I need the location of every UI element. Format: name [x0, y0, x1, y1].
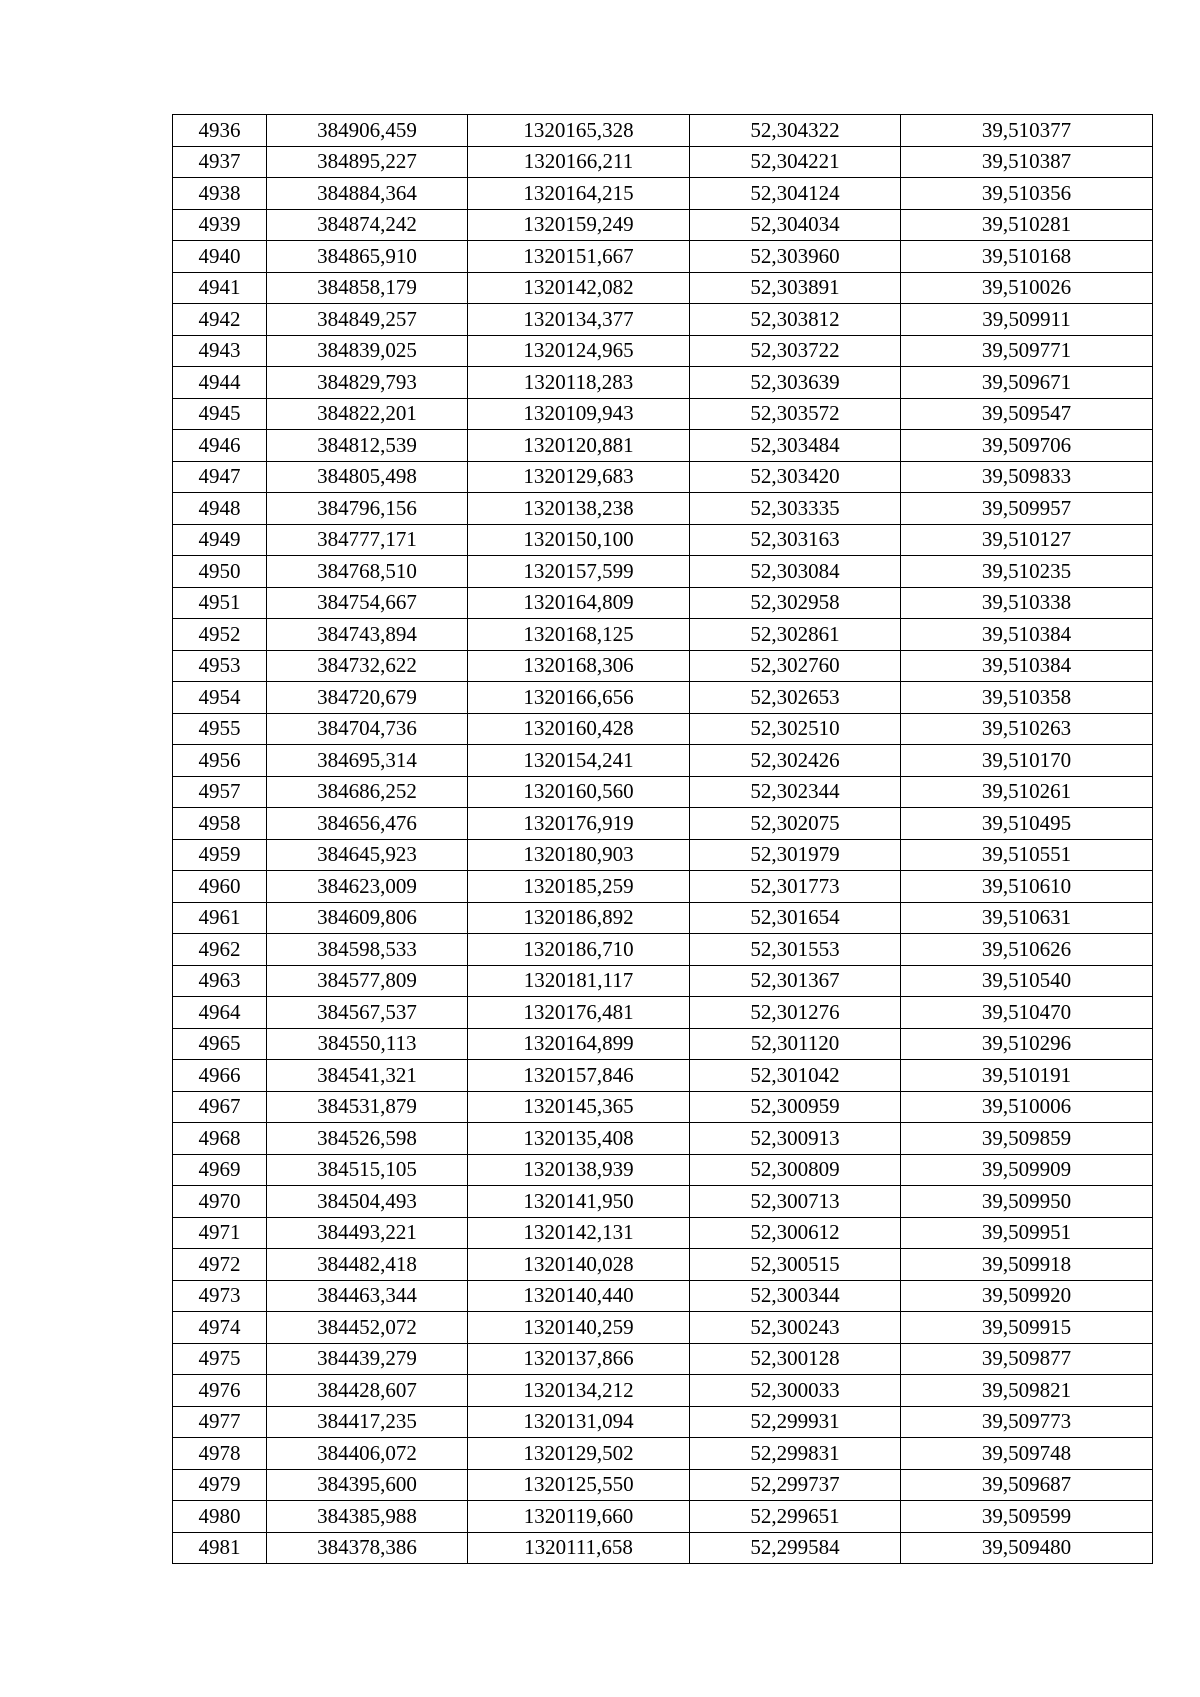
table-row [173, 1249, 1153, 1281]
table-row [173, 1217, 1153, 1249]
longitude-cell: 39,510281 [901, 209, 1153, 241]
longitude-cell: 39,510495 [901, 808, 1153, 840]
longitude-cell: 39,510006 [901, 1091, 1153, 1123]
longitude-cell: 39,509480 [901, 1532, 1153, 1564]
table-row [173, 493, 1153, 525]
longitude-cell: 39,509833 [901, 461, 1153, 493]
x-coordinate-cell: 384874,242 [267, 209, 468, 241]
point-number-cell: 4964 [173, 997, 267, 1029]
table-row [173, 1280, 1153, 1312]
x-coordinate-cell: 384822,201 [267, 398, 468, 430]
latitude-cell: 52,302958 [690, 587, 901, 619]
latitude-cell: 52,300809 [690, 1154, 901, 1186]
latitude-cell: 52,300033 [690, 1375, 901, 1407]
y-coordinate-cell: 1320134,377 [468, 304, 690, 336]
point-number-cell: 4968 [173, 1123, 267, 1155]
y-coordinate-cell: 1320124,965 [468, 335, 690, 367]
x-coordinate-cell: 384720,679 [267, 682, 468, 714]
longitude-cell: 39,509773 [901, 1406, 1153, 1438]
table-row [173, 1501, 1153, 1533]
longitude-cell: 39,510191 [901, 1060, 1153, 1092]
latitude-cell: 52,303572 [690, 398, 901, 430]
x-coordinate-cell: 384417,235 [267, 1406, 468, 1438]
table-row [173, 1028, 1153, 1060]
table-row [173, 902, 1153, 934]
longitude-cell: 39,509957 [901, 493, 1153, 525]
latitude-cell: 52,301979 [690, 839, 901, 871]
table-row [173, 1312, 1153, 1344]
y-coordinate-cell: 1320129,502 [468, 1438, 690, 1470]
longitude-cell: 39,510384 [901, 650, 1153, 682]
x-coordinate-cell: 384550,113 [267, 1028, 468, 1060]
x-coordinate-cell: 384515,105 [267, 1154, 468, 1186]
longitude-cell: 39,509911 [901, 304, 1153, 336]
y-coordinate-cell: 1320129,683 [468, 461, 690, 493]
longitude-cell: 39,510387 [901, 146, 1153, 178]
y-coordinate-cell: 1320137,866 [468, 1343, 690, 1375]
latitude-cell: 52,301276 [690, 997, 901, 1029]
x-coordinate-cell: 384623,009 [267, 871, 468, 903]
y-coordinate-cell: 1320164,809 [468, 587, 690, 619]
table-row [173, 650, 1153, 682]
point-number-cell: 4948 [173, 493, 267, 525]
longitude-cell: 39,509771 [901, 335, 1153, 367]
latitude-cell: 52,302510 [690, 713, 901, 745]
table-row [173, 1532, 1153, 1564]
x-coordinate-cell: 384695,314 [267, 745, 468, 777]
point-number-cell: 4954 [173, 682, 267, 714]
y-coordinate-cell: 1320176,481 [468, 997, 690, 1029]
longitude-cell: 39,509547 [901, 398, 1153, 430]
table-row [173, 115, 1153, 147]
table-row [173, 430, 1153, 462]
x-coordinate-cell: 384395,600 [267, 1469, 468, 1501]
point-number-cell: 4965 [173, 1028, 267, 1060]
latitude-cell: 52,302861 [690, 619, 901, 651]
y-coordinate-cell: 1320131,094 [468, 1406, 690, 1438]
table-row [173, 146, 1153, 178]
table-row [173, 1343, 1153, 1375]
y-coordinate-cell: 1320154,241 [468, 745, 690, 777]
point-number-cell: 4949 [173, 524, 267, 556]
point-number-cell: 4969 [173, 1154, 267, 1186]
point-number-cell: 4946 [173, 430, 267, 462]
longitude-cell: 39,509877 [901, 1343, 1153, 1375]
point-number-cell: 4960 [173, 871, 267, 903]
longitude-cell: 39,510551 [901, 839, 1153, 871]
table-body [173, 115, 1153, 1564]
latitude-cell: 52,300128 [690, 1343, 901, 1375]
longitude-cell: 39,509920 [901, 1280, 1153, 1312]
y-coordinate-cell: 1320109,943 [468, 398, 690, 430]
table-row [173, 1060, 1153, 1092]
table-row [173, 682, 1153, 714]
latitude-cell: 52,300959 [690, 1091, 901, 1123]
x-coordinate-cell: 384906,459 [267, 115, 468, 147]
point-number-cell: 4936 [173, 115, 267, 147]
table-row [173, 808, 1153, 840]
point-number-cell: 4981 [173, 1532, 267, 1564]
longitude-cell: 39,509915 [901, 1312, 1153, 1344]
table-row [173, 1154, 1153, 1186]
latitude-cell: 52,299651 [690, 1501, 901, 1533]
y-coordinate-cell: 1320168,125 [468, 619, 690, 651]
x-coordinate-cell: 384743,894 [267, 619, 468, 651]
longitude-cell: 39,509671 [901, 367, 1153, 399]
y-coordinate-cell: 1320138,238 [468, 493, 690, 525]
longitude-cell: 39,509821 [901, 1375, 1153, 1407]
point-number-cell: 4947 [173, 461, 267, 493]
point-number-cell: 4957 [173, 776, 267, 808]
latitude-cell: 52,302653 [690, 682, 901, 714]
longitude-cell: 39,510168 [901, 241, 1153, 273]
x-coordinate-cell: 384829,793 [267, 367, 468, 399]
x-coordinate-cell: 384656,476 [267, 808, 468, 840]
x-coordinate-cell: 384754,667 [267, 587, 468, 619]
longitude-cell: 39,510235 [901, 556, 1153, 588]
latitude-cell: 52,301367 [690, 965, 901, 997]
table-row [173, 1123, 1153, 1155]
latitude-cell: 52,300612 [690, 1217, 901, 1249]
y-coordinate-cell: 1320140,028 [468, 1249, 690, 1281]
point-number-cell: 4979 [173, 1469, 267, 1501]
y-coordinate-cell: 1320168,306 [468, 650, 690, 682]
point-number-cell: 4958 [173, 808, 267, 840]
latitude-cell: 52,303891 [690, 272, 901, 304]
latitude-cell: 52,303639 [690, 367, 901, 399]
latitude-cell: 52,301042 [690, 1060, 901, 1092]
longitude-cell: 39,510610 [901, 871, 1153, 903]
latitude-cell: 52,300913 [690, 1123, 901, 1155]
table-row [173, 1091, 1153, 1123]
x-coordinate-cell: 384777,171 [267, 524, 468, 556]
table-row [173, 997, 1153, 1029]
point-number-cell: 4974 [173, 1312, 267, 1344]
point-number-cell: 4945 [173, 398, 267, 430]
point-number-cell: 4977 [173, 1406, 267, 1438]
longitude-cell: 39,509748 [901, 1438, 1153, 1470]
latitude-cell: 52,304322 [690, 115, 901, 147]
x-coordinate-cell: 384805,498 [267, 461, 468, 493]
latitude-cell: 52,299931 [690, 1406, 901, 1438]
y-coordinate-cell: 1320166,211 [468, 146, 690, 178]
latitude-cell: 52,302344 [690, 776, 901, 808]
longitude-cell: 39,510026 [901, 272, 1153, 304]
longitude-cell: 39,510127 [901, 524, 1153, 556]
y-coordinate-cell: 1320160,428 [468, 713, 690, 745]
y-coordinate-cell: 1320142,131 [468, 1217, 690, 1249]
table-row [173, 871, 1153, 903]
table-row [173, 776, 1153, 808]
y-coordinate-cell: 1320141,950 [468, 1186, 690, 1218]
table-row [173, 965, 1153, 997]
table-row [173, 398, 1153, 430]
x-coordinate-cell: 384406,072 [267, 1438, 468, 1470]
latitude-cell: 52,303484 [690, 430, 901, 462]
longitude-cell: 39,510626 [901, 934, 1153, 966]
table-row [173, 241, 1153, 273]
x-coordinate-cell: 384504,493 [267, 1186, 468, 1218]
longitude-cell: 39,509950 [901, 1186, 1153, 1218]
x-coordinate-cell: 384577,809 [267, 965, 468, 997]
point-number-cell: 4951 [173, 587, 267, 619]
table-row [173, 335, 1153, 367]
point-number-cell: 4972 [173, 1249, 267, 1281]
table-row [173, 713, 1153, 745]
point-number-cell: 4961 [173, 902, 267, 934]
table-row [173, 934, 1153, 966]
point-number-cell: 4941 [173, 272, 267, 304]
y-coordinate-cell: 1320159,249 [468, 209, 690, 241]
point-number-cell: 4966 [173, 1060, 267, 1092]
y-coordinate-cell: 1320150,100 [468, 524, 690, 556]
latitude-cell: 52,299831 [690, 1438, 901, 1470]
point-number-cell: 4944 [173, 367, 267, 399]
latitude-cell: 52,302075 [690, 808, 901, 840]
point-number-cell: 4976 [173, 1375, 267, 1407]
y-coordinate-cell: 1320157,846 [468, 1060, 690, 1092]
coordinates-table [172, 114, 1153, 1564]
y-coordinate-cell: 1320140,440 [468, 1280, 690, 1312]
latitude-cell: 52,300713 [690, 1186, 901, 1218]
point-number-cell: 4955 [173, 713, 267, 745]
x-coordinate-cell: 384452,072 [267, 1312, 468, 1344]
latitude-cell: 52,302760 [690, 650, 901, 682]
latitude-cell: 52,299737 [690, 1469, 901, 1501]
y-coordinate-cell: 1320111,658 [468, 1532, 690, 1564]
y-coordinate-cell: 1320119,660 [468, 1501, 690, 1533]
longitude-cell: 39,510540 [901, 965, 1153, 997]
latitude-cell: 52,303335 [690, 493, 901, 525]
point-number-cell: 4950 [173, 556, 267, 588]
y-coordinate-cell: 1320186,710 [468, 934, 690, 966]
point-number-cell: 4973 [173, 1280, 267, 1312]
point-number-cell: 4978 [173, 1438, 267, 1470]
point-number-cell: 4940 [173, 241, 267, 273]
point-number-cell: 4939 [173, 209, 267, 241]
longitude-cell: 39,509859 [901, 1123, 1153, 1155]
longitude-cell: 39,510170 [901, 745, 1153, 777]
latitude-cell: 52,303960 [690, 241, 901, 273]
latitude-cell: 52,303812 [690, 304, 901, 336]
longitude-cell: 39,510631 [901, 902, 1153, 934]
latitude-cell: 52,304221 [690, 146, 901, 178]
x-coordinate-cell: 384768,510 [267, 556, 468, 588]
table-row [173, 587, 1153, 619]
latitude-cell: 52,300243 [690, 1312, 901, 1344]
longitude-cell: 39,510261 [901, 776, 1153, 808]
y-coordinate-cell: 1320138,939 [468, 1154, 690, 1186]
table-row [173, 209, 1153, 241]
x-coordinate-cell: 384493,221 [267, 1217, 468, 1249]
latitude-cell: 52,301773 [690, 871, 901, 903]
longitude-cell: 39,509909 [901, 1154, 1153, 1186]
latitude-cell: 52,303163 [690, 524, 901, 556]
longitude-cell: 39,509918 [901, 1249, 1153, 1281]
latitude-cell: 52,304034 [690, 209, 901, 241]
table-row [173, 461, 1153, 493]
table-row [173, 1186, 1153, 1218]
longitude-cell: 39,509706 [901, 430, 1153, 462]
x-coordinate-cell: 384463,344 [267, 1280, 468, 1312]
x-coordinate-cell: 384567,537 [267, 997, 468, 1029]
y-coordinate-cell: 1320142,082 [468, 272, 690, 304]
table-row [173, 524, 1153, 556]
x-coordinate-cell: 384796,156 [267, 493, 468, 525]
latitude-cell: 52,299584 [690, 1532, 901, 1564]
table-row [173, 556, 1153, 588]
y-coordinate-cell: 1320180,903 [468, 839, 690, 871]
x-coordinate-cell: 384839,025 [267, 335, 468, 367]
y-coordinate-cell: 1320186,892 [468, 902, 690, 934]
longitude-cell: 39,510356 [901, 178, 1153, 210]
longitude-cell: 39,510377 [901, 115, 1153, 147]
x-coordinate-cell: 384865,910 [267, 241, 468, 273]
point-number-cell: 4971 [173, 1217, 267, 1249]
point-number-cell: 4943 [173, 335, 267, 367]
y-coordinate-cell: 1320176,919 [468, 808, 690, 840]
y-coordinate-cell: 1320120,881 [468, 430, 690, 462]
latitude-cell: 52,302426 [690, 745, 901, 777]
y-coordinate-cell: 1320125,550 [468, 1469, 690, 1501]
y-coordinate-cell: 1320135,408 [468, 1123, 690, 1155]
x-coordinate-cell: 384645,923 [267, 839, 468, 871]
point-number-cell: 4953 [173, 650, 267, 682]
table-row [173, 619, 1153, 651]
table-row [173, 839, 1153, 871]
point-number-cell: 4938 [173, 178, 267, 210]
longitude-cell: 39,510263 [901, 713, 1153, 745]
point-number-cell: 4970 [173, 1186, 267, 1218]
longitude-cell: 39,509951 [901, 1217, 1153, 1249]
point-number-cell: 4959 [173, 839, 267, 871]
latitude-cell: 52,301553 [690, 934, 901, 966]
x-coordinate-cell: 384526,598 [267, 1123, 468, 1155]
x-coordinate-cell: 384884,364 [267, 178, 468, 210]
point-number-cell: 4956 [173, 745, 267, 777]
longitude-cell: 39,510384 [901, 619, 1153, 651]
latitude-cell: 52,300515 [690, 1249, 901, 1281]
y-coordinate-cell: 1320181,117 [468, 965, 690, 997]
latitude-cell: 52,303420 [690, 461, 901, 493]
table-row [173, 178, 1153, 210]
latitude-cell: 52,300344 [690, 1280, 901, 1312]
longitude-cell: 39,510296 [901, 1028, 1153, 1060]
longitude-cell: 39,510470 [901, 997, 1153, 1029]
point-number-cell: 4937 [173, 146, 267, 178]
latitude-cell: 52,301120 [690, 1028, 901, 1060]
x-coordinate-cell: 384812,539 [267, 430, 468, 462]
longitude-cell: 39,509599 [901, 1501, 1153, 1533]
x-coordinate-cell: 384609,806 [267, 902, 468, 934]
x-coordinate-cell: 384686,252 [267, 776, 468, 808]
point-number-cell: 4942 [173, 304, 267, 336]
longitude-cell: 39,509687 [901, 1469, 1153, 1501]
table-row [173, 1406, 1153, 1438]
x-coordinate-cell: 384895,227 [267, 146, 468, 178]
y-coordinate-cell: 1320164,899 [468, 1028, 690, 1060]
table-row [173, 1469, 1153, 1501]
y-coordinate-cell: 1320160,560 [468, 776, 690, 808]
x-coordinate-cell: 384439,279 [267, 1343, 468, 1375]
x-coordinate-cell: 384541,321 [267, 1060, 468, 1092]
y-coordinate-cell: 1320185,259 [468, 871, 690, 903]
table-row [173, 745, 1153, 777]
y-coordinate-cell: 1320118,283 [468, 367, 690, 399]
point-number-cell: 4967 [173, 1091, 267, 1123]
point-number-cell: 4952 [173, 619, 267, 651]
y-coordinate-cell: 1320164,215 [468, 178, 690, 210]
x-coordinate-cell: 384385,988 [267, 1501, 468, 1533]
x-coordinate-cell: 384704,736 [267, 713, 468, 745]
x-coordinate-cell: 384378,386 [267, 1532, 468, 1564]
latitude-cell: 52,301654 [690, 902, 901, 934]
point-number-cell: 4980 [173, 1501, 267, 1533]
table-row [173, 304, 1153, 336]
x-coordinate-cell: 384732,622 [267, 650, 468, 682]
table-row [173, 1438, 1153, 1470]
y-coordinate-cell: 1320165,328 [468, 115, 690, 147]
latitude-cell: 52,304124 [690, 178, 901, 210]
table-row [173, 367, 1153, 399]
y-coordinate-cell: 1320140,259 [468, 1312, 690, 1344]
x-coordinate-cell: 384858,179 [267, 272, 468, 304]
y-coordinate-cell: 1320134,212 [468, 1375, 690, 1407]
y-coordinate-cell: 1320166,656 [468, 682, 690, 714]
latitude-cell: 52,303084 [690, 556, 901, 588]
y-coordinate-cell: 1320151,667 [468, 241, 690, 273]
point-number-cell: 4963 [173, 965, 267, 997]
x-coordinate-cell: 384531,879 [267, 1091, 468, 1123]
point-number-cell: 4962 [173, 934, 267, 966]
x-coordinate-cell: 384482,418 [267, 1249, 468, 1281]
longitude-cell: 39,510358 [901, 682, 1153, 714]
latitude-cell: 52,303722 [690, 335, 901, 367]
x-coordinate-cell: 384598,533 [267, 934, 468, 966]
x-coordinate-cell: 384428,607 [267, 1375, 468, 1407]
table-row [173, 272, 1153, 304]
y-coordinate-cell: 1320145,365 [468, 1091, 690, 1123]
table-row [173, 1375, 1153, 1407]
longitude-cell: 39,510338 [901, 587, 1153, 619]
point-number-cell: 4975 [173, 1343, 267, 1375]
x-coordinate-cell: 384849,257 [267, 304, 468, 336]
y-coordinate-cell: 1320157,599 [468, 556, 690, 588]
